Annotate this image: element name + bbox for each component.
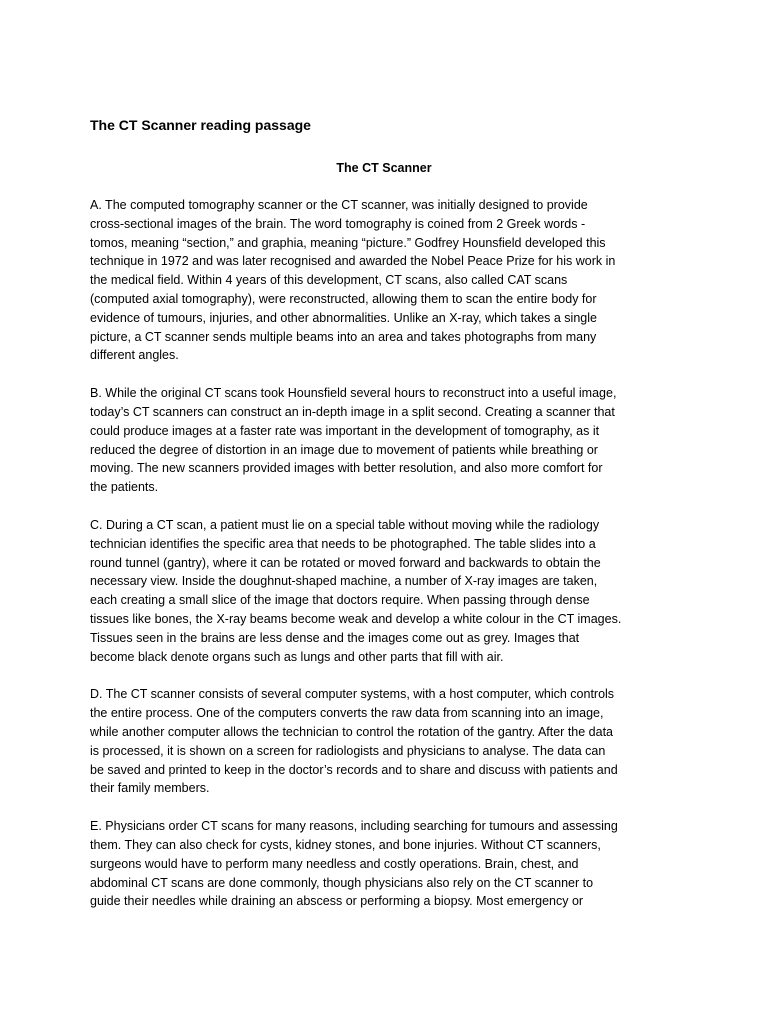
text-line: each creating a small slice of the image that doctors require. When passing through dense xyxy=(90,593,590,608)
text-line: the medical field. Within 4 years of this development, CT scans, also called CAT scans xyxy=(90,273,568,288)
text-line: the patients. xyxy=(90,480,159,495)
text-line: moving. The new scanners provided images with better resolution, and also more comfort for xyxy=(90,461,603,476)
text-line: their family members. xyxy=(90,781,210,796)
text-line: reduced the degree of distortion in an image due to movement of patients while breathing or xyxy=(90,442,598,457)
text-line: Tissues seen in the brains are less dense and the images come out as grey. Images that xyxy=(90,630,580,645)
text-line: necessary view. Inside the doughnut-shaped machine, a number of X-ray images are taken, xyxy=(90,574,598,589)
document-title: The CT Scanner reading passage xyxy=(90,117,311,133)
paragraph-a xyxy=(90,196,680,365)
text-line: become black denote organs such as lungs and other parts that fill with air. xyxy=(90,649,504,664)
paragraph-e xyxy=(90,817,680,911)
text-line: B. While the original CT scans took Hounsfield several hours to reconstruct into a useful image, xyxy=(90,386,617,401)
text-line: round tunnel (gantry), where it can be rotated or moved forward and backwards to obtain the xyxy=(90,555,601,570)
text-line: D. The CT scanner consists of several computer systems, with a host computer, which controls xyxy=(90,687,615,702)
text-line: E. Physicians order CT scans for many reasons, including searching for tumours and assessing xyxy=(90,819,618,834)
text-line: while another computer allows the technician to control the rotation of the gantry. After the data xyxy=(90,724,613,739)
text-line: is processed, it is shown on a screen for radiologists and physicians to analyse. The data can xyxy=(90,743,606,758)
text-line: different angles. xyxy=(90,348,179,363)
text-line: be saved and printed to keep in the doctor’s records and to share and discuss with patients and xyxy=(90,762,618,777)
text-line: cross-sectional images of the brain. The word tomography is coined from 2 Greek words - xyxy=(90,216,586,231)
passage-title: The CT Scanner xyxy=(336,161,432,175)
passage-body xyxy=(90,196,680,930)
text-line: tomos, meaning “section,” and graphia, meaning “picture.” Godfrey Hounsfield developed this xyxy=(90,235,606,250)
text-line: abdominal CT scans are done commonly, though physicians also rely on the CT scanner to xyxy=(90,875,594,890)
text-line: the entire process. One of the computers converts the raw data from scanning into an image, xyxy=(90,706,604,721)
text-line: (computed axial tomography), were reconstructed, allowing them to scan the entire body for xyxy=(90,291,597,306)
paragraph-b xyxy=(90,384,680,497)
paragraph-d xyxy=(90,685,680,798)
text-line: picture, a CT scanner sends multiple beams into an area and takes photographs from many xyxy=(90,329,597,344)
text-line: them. They can also check for cysts, kidney stones, and bone injuries. Without CT scanners, xyxy=(90,837,601,852)
text-line: A. The computed tomography scanner or the CT scanner, was initially designed to provide xyxy=(90,198,588,212)
document-page xyxy=(90,0,682,1024)
text-line: surgeons would have to perform many needless and costly operations. Brain, chest, and xyxy=(90,856,579,871)
text-line: evidence of tumours, injuries, and other abnormalities. Unlike an X-ray, which takes a single xyxy=(90,310,597,325)
paragraph-c xyxy=(90,516,680,666)
text-line: C. During a CT scan, a patient must lie on a special table without moving while the radiology xyxy=(90,517,600,532)
text-line: could produce images at a faster rate was important in the development of tomography, as it xyxy=(90,423,600,438)
text-line: technique in 1972 and was later recognised and awarded the Nobel Peace Prize for his work in xyxy=(90,254,616,269)
text-line: today’s CT scanners can construct an in-depth image in a split second. Creating a scanner that xyxy=(90,404,615,419)
text-line: guide their needles while draining an abscess or performing a biopsy. Most emergency or xyxy=(90,894,584,909)
text-line: tissues like bones, the X-ray beams become weak and develop a white colour in the CT images. xyxy=(90,611,622,626)
text-line: technician identifies the specific area that needs to be photographed. The table slides into a xyxy=(90,536,596,551)
